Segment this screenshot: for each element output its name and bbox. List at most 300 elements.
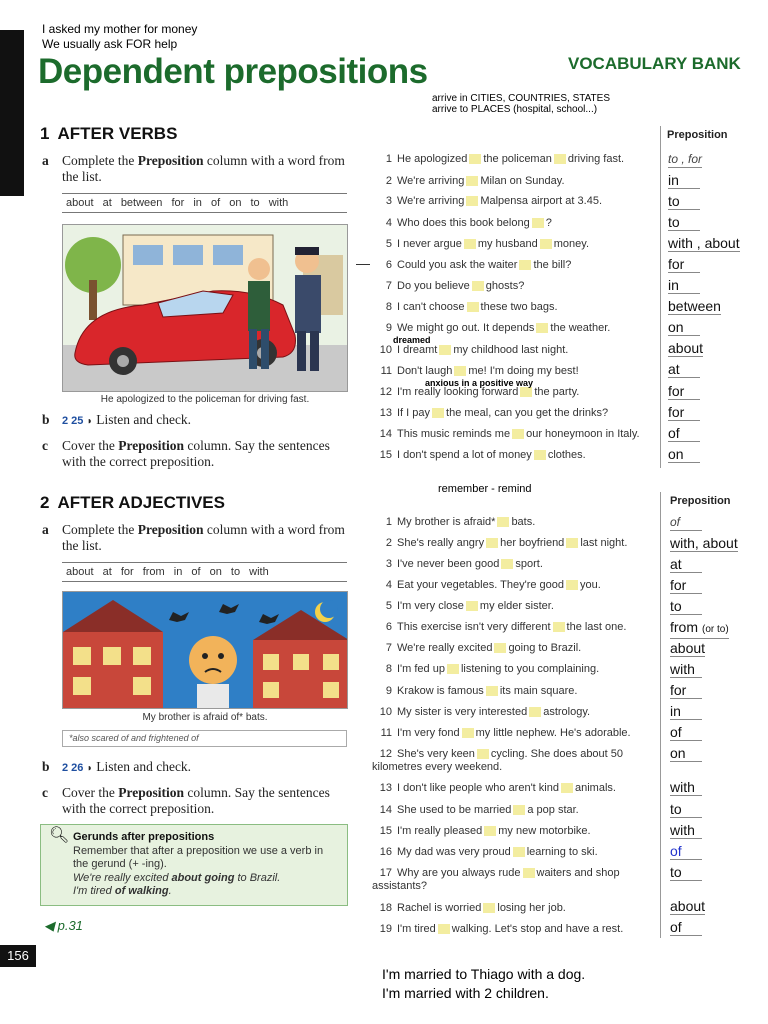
answer-text: of (668, 425, 680, 441)
blank-gap[interactable] (554, 154, 566, 164)
gerunds-example-2 (73, 885, 339, 899)
instr-text: Cover the (62, 785, 119, 800)
section2-column-header: Preposition (670, 495, 731, 507)
sentence-text: Rachel is worried (397, 902, 482, 914)
sentence-text: He apologized (397, 153, 468, 165)
sentence-text: Do you believe (397, 280, 470, 292)
instr-text: column. Say the sentences with the correct preposition. (62, 785, 330, 816)
answer-field[interactable] (670, 619, 729, 639)
speaker-icon: ◗ (86, 416, 93, 427)
sentence-row (372, 706, 662, 719)
sentence-number: 7 (385, 280, 392, 292)
answer-text: in (668, 277, 679, 293)
blank-gap[interactable] (566, 538, 578, 548)
answer-text: to (668, 193, 680, 209)
page-number: 156 (0, 945, 36, 967)
sentence-row (372, 428, 662, 441)
sentence-text: clothes. (547, 449, 586, 461)
sentence-text: the policeman (483, 153, 552, 165)
sentence-row (372, 365, 662, 378)
sentence-row (372, 344, 662, 357)
sentence-text: She's very keen (397, 748, 475, 760)
sentence-number: 15 (379, 449, 392, 461)
answer-field[interactable] (670, 682, 702, 699)
blank-gap[interactable] (532, 218, 544, 228)
sentence-number: 6 (385, 259, 392, 271)
sentence-text: going to Brazil. (508, 642, 582, 654)
answer-field[interactable] (668, 361, 700, 378)
sentence-row (372, 579, 662, 592)
sentence-text: Milan on Sunday. (480, 175, 565, 187)
answer-text: with , about (668, 235, 740, 251)
sentence-text: a pop star. (527, 804, 579, 816)
section2-caption: My brother is afraid of* bats. (142, 712, 268, 723)
section1-word-list: about at between for in of on to with (62, 193, 347, 213)
sentence-text: the bill? (533, 259, 572, 271)
answer-field[interactable] (670, 745, 702, 762)
sentence-text: ghosts? (485, 280, 525, 292)
blank-gap[interactable] (519, 260, 531, 270)
answer-text: to (670, 598, 682, 614)
blank-gap[interactable] (540, 239, 552, 249)
instr-text: column with a word from the list. (62, 522, 345, 553)
sentence-text: I'm really looking forward (397, 386, 519, 398)
answer-text: at (670, 556, 682, 572)
sentence-text: I don't spend a lot of money (397, 449, 532, 461)
sentence-row (372, 748, 662, 774)
sentence-text: This music reminds me (397, 428, 511, 440)
sentence-text: me! I'm doing my best! (468, 365, 579, 377)
instr-text: Cover the (62, 438, 119, 453)
answer-text: from (670, 619, 698, 635)
sentence-number: 5 (385, 238, 392, 250)
blank-gap[interactable] (447, 664, 459, 674)
answer-field[interactable] (668, 214, 700, 231)
sentence-text: I dreamt (397, 344, 438, 356)
answer-text: to (670, 864, 682, 880)
sentence-number: 8 (385, 301, 392, 313)
example-bold: about going (171, 871, 235, 884)
sentence-text: waiters and shop assistants? (372, 867, 620, 892)
sentence-row (372, 825, 662, 838)
section1-heading (40, 124, 177, 144)
section2-title: AFTER ADJECTIVES (57, 493, 225, 512)
sentence-text: I'm fed up (397, 663, 445, 675)
sentence-text: driving fast. (567, 153, 625, 165)
sentence-number: 2 (385, 537, 392, 549)
sentence-number: 5 (385, 600, 392, 612)
sentence-row (372, 537, 662, 550)
letter-a: a (42, 522, 49, 537)
instr-bold: Preposition (118, 785, 185, 800)
sentence-text: my elder sister. (479, 600, 554, 612)
sentence-text: I'm really pleased (397, 825, 483, 837)
answer-text: with (670, 822, 695, 838)
sentence-text: walking. Let's stop and have a rest. (451, 923, 624, 935)
answer-field[interactable] (668, 425, 700, 442)
sentence-number: 3 (385, 195, 392, 207)
sentence-text: cycling. She does about 50 kilometres every weekend. (372, 748, 624, 773)
illustration-policeman (62, 224, 348, 392)
sentence-row (372, 322, 662, 335)
blank-gap[interactable] (454, 366, 466, 376)
answer-field[interactable] (670, 577, 702, 594)
blank-gap[interactable] (553, 622, 565, 632)
blank-gap[interactable] (529, 707, 541, 717)
example-bold: of walking (114, 885, 169, 897)
sentence-number: 10 (379, 706, 392, 718)
gerunds-text: Remember that after a preposition we use a verb in the gerund (+ -ing). (73, 844, 324, 870)
sentence-number: 13 (379, 407, 392, 419)
answer-field[interactable] (670, 801, 702, 818)
instr-text: column with a word from the list. (62, 153, 345, 184)
handwritten-insert-anxious: anxious in a positive way (425, 378, 534, 388)
blank-gap[interactable] (469, 154, 481, 164)
blank-gap[interactable] (494, 643, 506, 653)
answer-text: in (668, 172, 679, 188)
sentence-text: She's really angry (397, 537, 485, 549)
sentence-row (372, 175, 662, 188)
blank-gap[interactable] (467, 302, 479, 312)
sentence-row (372, 217, 662, 230)
answer-text: between (668, 298, 721, 314)
section1-title: AFTER VERBS (57, 124, 178, 143)
sentence-number: 16 (379, 846, 392, 858)
example-text: I'm tired (73, 885, 115, 897)
sentence-row (372, 280, 662, 293)
sentence-text: My brother is afraid* (397, 516, 496, 528)
sentence-number: 8 (385, 663, 392, 675)
blank-gap[interactable] (512, 429, 524, 439)
arrive-note-2: arrive to PLACES (hospital, school...) (432, 104, 598, 115)
blank-gap[interactable] (486, 686, 498, 696)
section2-instruction-b (42, 759, 192, 777)
letter-b: b (42, 759, 50, 774)
answer-field[interactable] (668, 319, 700, 336)
answer-text: at (668, 361, 680, 377)
blank-gap[interactable] (520, 387, 532, 397)
blank-gap[interactable] (472, 281, 484, 291)
speaker-icon: ◗ (86, 763, 93, 774)
letter-b: b (42, 412, 50, 427)
arrow-left-icon: ◀ (44, 918, 58, 933)
header-note-2: We usually ask FOR help (42, 37, 178, 51)
blank-gap[interactable] (561, 783, 573, 793)
instr-bold: Preposition (137, 522, 204, 537)
answer-field[interactable] (670, 514, 702, 531)
sentence-row (372, 195, 662, 208)
sentence-text: her boyfriend (500, 537, 565, 549)
sentence-text: last night. (580, 537, 628, 549)
gerunds-example-1 (73, 872, 339, 886)
answer-field[interactable] (670, 919, 702, 936)
sentence-row (372, 846, 662, 859)
sentence-number: 10 (379, 344, 392, 356)
sentence-text: We're arriving (397, 195, 465, 207)
blank-gap[interactable] (523, 868, 535, 878)
answer-text: for (670, 682, 687, 698)
blank-gap[interactable] (464, 239, 476, 249)
illustration-bats (62, 591, 348, 709)
remember-remind-note: remember - remind (438, 483, 532, 495)
blank-gap[interactable] (536, 323, 548, 333)
sentence-text: My dad was very proud (397, 846, 511, 858)
sentence-row (372, 153, 662, 166)
bottom-note-2: I'm married with 2 children. (382, 985, 549, 1001)
answer-text: for (670, 577, 687, 593)
sentence-row (372, 902, 662, 915)
answer-text: on (670, 745, 686, 761)
pointer-line (356, 264, 370, 265)
sentence-text: We might go out. It depends (397, 322, 535, 334)
sentence-number: 1 (385, 153, 392, 165)
answer-field[interactable] (668, 404, 700, 421)
sentence-row (372, 301, 662, 314)
letter-c: c (42, 785, 48, 800)
answer-text: about (670, 640, 706, 656)
sentence-text: money. (553, 238, 590, 250)
sentence-text: animals. (574, 782, 616, 794)
letter-a: a (42, 153, 49, 168)
sentence-number: 4 (385, 217, 392, 229)
section2-word-list: about at for from in of on to with (62, 562, 347, 582)
sentence-number: 13 (379, 782, 392, 794)
sentence-number: 6 (385, 621, 392, 633)
sentence-row (372, 923, 662, 936)
sentence-number: 12 (379, 386, 392, 398)
answer-field[interactable] (670, 843, 702, 860)
answer-text: of (670, 724, 682, 740)
sentence-text: the weather. (550, 322, 611, 334)
sentence-text: the last one. (566, 621, 627, 633)
sentence-number: 7 (385, 642, 392, 654)
blank-gap[interactable] (486, 538, 498, 548)
sentence-text: I'm very close (397, 600, 464, 612)
blank-gap[interactable] (439, 345, 451, 355)
vocabulary-bank-label: VOCABULARY BANK (568, 54, 741, 73)
answer-text: to , for (668, 152, 703, 166)
example-text: to Brazil. (234, 871, 281, 884)
answer-field[interactable] (668, 193, 700, 210)
sentence-text: its main square. (499, 685, 578, 697)
sentence-text: losing her job. (497, 902, 566, 914)
answer-field[interactable] (670, 822, 702, 839)
sentence-text: our honeymoon in Italy. (526, 428, 640, 440)
blank-gap[interactable] (466, 176, 478, 186)
blank-gap[interactable] (566, 580, 578, 590)
answer-field[interactable] (668, 340, 703, 357)
blank-gap[interactable] (483, 903, 495, 913)
sentence-number: 3 (385, 558, 392, 570)
sentence-number: 12 (379, 748, 392, 760)
answer-field[interactable] (670, 779, 702, 796)
sentence-row (372, 642, 662, 655)
blank-gap[interactable] (534, 450, 546, 460)
sentence-text: Who does this book belong (397, 217, 530, 229)
answer-text: on (668, 319, 684, 335)
page-title: Dependent prepositions (38, 52, 428, 91)
sentence-text: She used to be married (397, 804, 512, 816)
section2-heading (40, 493, 225, 513)
blank-gap[interactable] (513, 805, 525, 815)
sentence-row (372, 558, 662, 571)
instr-text: Listen and check. (96, 759, 192, 774)
sentence-text: We're arriving (397, 175, 465, 187)
section2-number: 2 (40, 493, 50, 512)
sentence-row (372, 727, 662, 740)
sentence-text: my childhood last night. (453, 344, 569, 356)
blank-gap[interactable] (513, 847, 525, 857)
answer-field[interactable] (668, 277, 700, 294)
sentence-text: astrology. (543, 706, 591, 718)
blank-gap[interactable] (477, 749, 489, 759)
sentence-text: This exercise isn't very different (397, 621, 551, 633)
blank-gap[interactable] (497, 517, 509, 527)
answer-text: of (670, 515, 681, 529)
answer-text: with (670, 661, 695, 677)
answer-text: about (670, 898, 706, 914)
arrive-note-1: arrive in CITIES, COUNTRIES, STATES (432, 93, 610, 104)
audio-track[interactable]: 2 26 (62, 762, 84, 774)
answer-field[interactable] (668, 446, 700, 463)
sentence-row (372, 259, 662, 272)
sentence-text: We're really excited (397, 642, 493, 654)
section1-instruction-c (42, 438, 347, 470)
sentence-row (372, 621, 662, 634)
instr-bold: Preposition (137, 153, 204, 168)
blank-gap[interactable] (501, 559, 513, 569)
sentence-text: bats. (511, 516, 536, 528)
section2-instruction-c (42, 785, 347, 817)
blank-gap[interactable] (462, 728, 474, 738)
sentence-row (372, 804, 662, 817)
sentence-number: 15 (379, 825, 392, 837)
sentence-text: sport. (515, 558, 543, 570)
answer-text: to (668, 214, 680, 230)
answer-field[interactable] (668, 172, 700, 189)
instr-text: column. Say the sentences with the correct preposition. (62, 438, 330, 469)
gerunds-heading: Gerunds after prepositions (73, 831, 215, 843)
answer-text: for (668, 383, 685, 399)
side-tab (0, 30, 24, 196)
instr-text: Complete the (62, 153, 138, 168)
sentence-text: listening to you complaining. (460, 663, 600, 675)
instr-text: Complete the (62, 522, 138, 537)
section1-number: 1 (40, 124, 50, 143)
page-ref-text: p.31 (57, 918, 83, 933)
sentence-text: I never argue (397, 238, 462, 250)
blank-gap[interactable] (466, 601, 478, 611)
sentence-text: my husband (477, 238, 538, 250)
sentence-number: 11 (380, 727, 392, 739)
sentence-number: 14 (379, 428, 392, 440)
example-text: We're really excited (73, 871, 172, 884)
sentence-text: Malpensa airport at 3.45. (480, 195, 602, 207)
answer-field[interactable] (670, 640, 705, 657)
sentence-number: 4 (385, 579, 392, 591)
sentence-text: these two bags. (480, 301, 558, 313)
page-reference-link[interactable] (44, 918, 83, 934)
answer-field[interactable] (670, 864, 702, 881)
audio-track[interactable]: 2 25 (62, 415, 84, 427)
sentence-text: Eat your vegetables. They're good (397, 579, 565, 591)
sentence-number: 9 (385, 685, 392, 697)
sentence-number: 14 (379, 804, 392, 816)
handwritten-insert-dreamed: dreamed (393, 335, 431, 345)
sentence-text: I've never been good (397, 558, 500, 570)
section2-instruction-a (42, 522, 347, 554)
sentence-number: 9 (385, 322, 392, 334)
sentence-number: 1 (385, 516, 392, 528)
sentence-text: My sister is very interested (397, 706, 528, 718)
answer-field[interactable] (670, 556, 702, 573)
sentence-text: I'm very fond (397, 727, 460, 739)
sentence-row (372, 663, 662, 676)
example-text: . (168, 885, 172, 897)
gerunds-info-box (40, 824, 348, 906)
section1-instruction-b (42, 412, 192, 430)
answer-field[interactable] (670, 898, 705, 915)
sentence-row (372, 407, 662, 420)
sentence-text: ? (545, 217, 552, 229)
answer-text: with (670, 779, 695, 795)
sentence-text: If I pay (397, 407, 431, 419)
sentence-row (372, 867, 662, 893)
answer-field[interactable] (670, 661, 702, 678)
blank-gap[interactable] (484, 826, 496, 836)
sentence-row (372, 685, 662, 698)
blank-gap[interactable] (432, 408, 444, 418)
answer-field[interactable] (670, 598, 702, 615)
answer-text: in (670, 703, 681, 719)
answer-field[interactable] (670, 535, 738, 552)
answer-field[interactable] (668, 256, 700, 273)
sentence-text: Could you ask the waiter (397, 259, 518, 271)
section2-footnote: *also scared of and frightened of (62, 730, 347, 747)
answer-field[interactable] (670, 724, 702, 741)
sentence-number: 11 (380, 365, 392, 377)
sentence-text: learning to ski. (526, 846, 598, 858)
answer-field[interactable] (670, 703, 702, 720)
sentence-text: I don't like people who aren't kind (397, 782, 559, 794)
sentence-number: 2 (385, 175, 392, 187)
blank-gap[interactable] (438, 924, 450, 934)
sentence-row (372, 516, 662, 529)
or-to-note: (or to) (702, 624, 729, 635)
answer-text: for (668, 404, 685, 420)
sentence-number: 18 (379, 902, 392, 914)
sentence-text: the meal, can you get the drinks? (446, 407, 609, 419)
section1-caption: He apologized to the policeman for driving fast. (100, 394, 310, 405)
sentence-row (372, 238, 662, 251)
answer-field[interactable] (668, 298, 721, 315)
letter-c: c (42, 438, 48, 453)
answer-field[interactable] (668, 383, 700, 400)
sentence-text: I'm tired (397, 923, 436, 935)
instr-bold: Preposition (118, 438, 185, 453)
sentence-text: Why are you always rude (397, 867, 521, 879)
blank-gap[interactable] (466, 196, 478, 206)
sentence-text: my little nephew. He's adorable. (475, 727, 631, 739)
sentence-text: Krakow is famous (397, 685, 484, 697)
answer-field[interactable] (668, 235, 740, 252)
sentence-text: Don't laugh (397, 365, 453, 377)
sentence-number: 19 (379, 923, 392, 935)
sentence-row (372, 782, 662, 795)
answer-field[interactable] (668, 151, 702, 168)
sentence-text: the party. (534, 386, 580, 398)
magnifier-icon: 🔍︎ (49, 827, 70, 844)
